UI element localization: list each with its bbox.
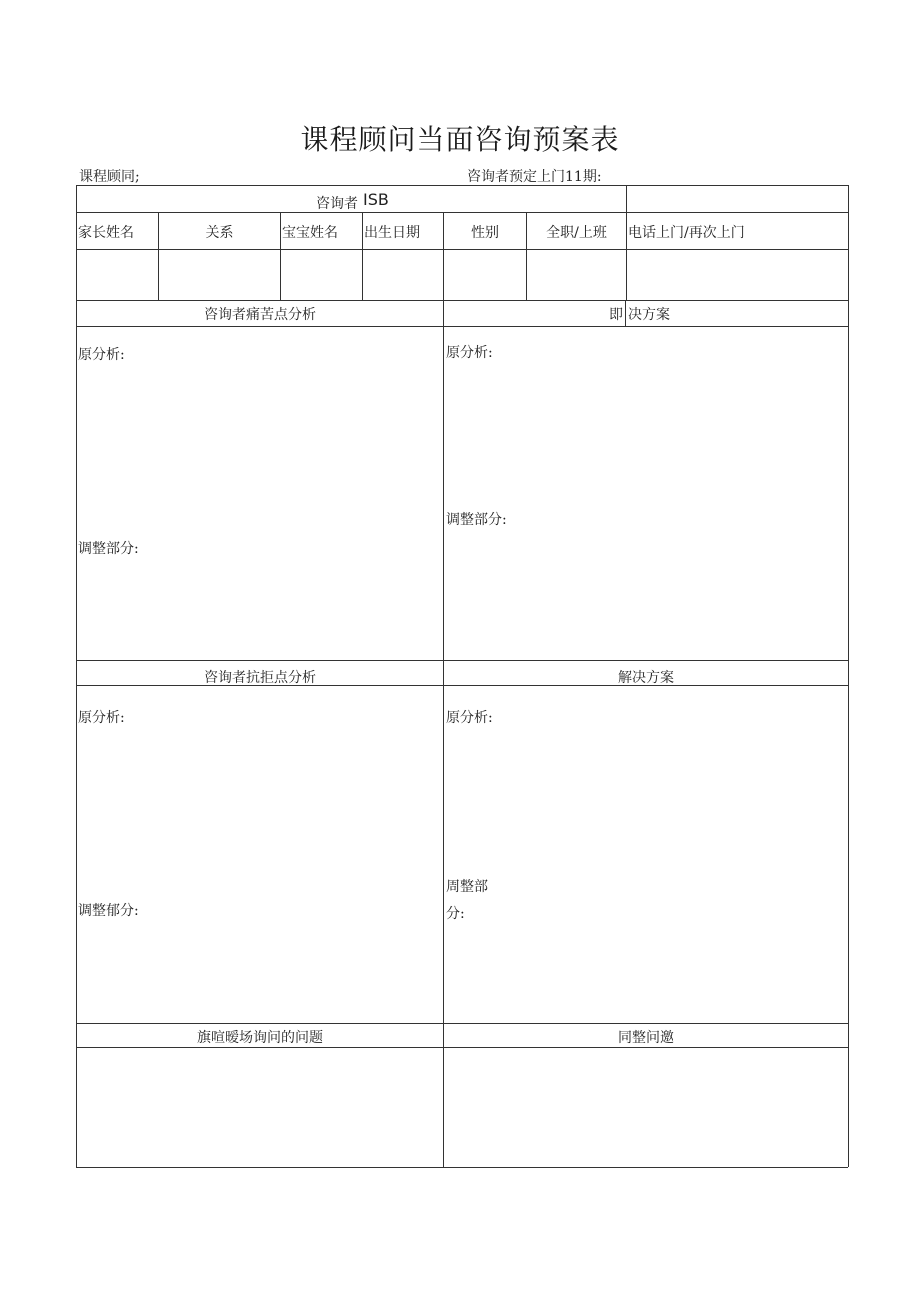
resist-solution-original-label: 原分析: — [446, 710, 493, 726]
pain-solution-original-label: 原分析: — [446, 345, 493, 361]
adjust-questions-header: 同整问邀 — [618, 1030, 674, 1046]
col-relation: 关系 — [205, 225, 234, 241]
col-baby-name: 宝宝姓名 — [282, 225, 338, 241]
resist-solution-adjust-label-line2: 分: — [446, 906, 465, 922]
col-divider — [362, 212, 363, 300]
col-divider — [626, 249, 627, 300]
resist-analysis-header: 咨询者抗拒点分析 — [204, 670, 316, 686]
resist-solution-adjust-label-line1: 周整部 — [446, 879, 488, 895]
pain-solution-header-a: 即 — [609, 307, 623, 323]
row-divider — [76, 249, 848, 250]
pain-solution-adjust-label: 调整部分: — [446, 512, 507, 528]
visit-date-label: 咨询者预定上门11期: — [467, 169, 602, 185]
pain-original-analysis-label: 原分析: — [78, 347, 125, 363]
col-gender: 性别 — [471, 225, 499, 241]
table-top-border — [76, 185, 848, 186]
col-birth-date: 出生日期 — [364, 225, 420, 241]
warmup-questions-header: 旗喧暧场询问的问题 — [197, 1030, 323, 1046]
consultant-label: 课程顾同; — [79, 169, 140, 185]
col-divider — [626, 185, 627, 249]
resist-adjust-label: 调整郁分: — [78, 903, 139, 919]
col-parent-name: 家长姓名 — [78, 225, 134, 241]
pain-adjust-label: 调整部分: — [78, 541, 139, 557]
col-visit-type: 电话上门/再次上门 — [628, 225, 745, 241]
resist-solution-header: 解决方案 — [618, 670, 674, 686]
pain-analysis-header: 咨询者痛苦点分析 — [204, 307, 316, 323]
row-divider — [76, 660, 848, 661]
pain-solution-header-b: 决方案 — [628, 307, 670, 323]
table-bottom-border — [76, 1167, 848, 1168]
table-right-border — [848, 185, 849, 1167]
col-work-status: 全职/上班 — [546, 225, 607, 241]
row-divider — [76, 212, 848, 213]
consultee-label: 咨询者 — [316, 196, 358, 212]
col-divider — [280, 212, 281, 300]
consultee-value: ISB — [363, 190, 389, 209]
row-divider — [76, 326, 848, 327]
page-title: 课程顾问当面咨询预案表 — [300, 123, 620, 156]
row-divider — [76, 1023, 848, 1024]
header-divider — [625, 300, 626, 326]
resist-original-analysis-label: 原分析: — [78, 710, 125, 726]
row-divider — [76, 300, 848, 301]
row-divider — [76, 1047, 848, 1048]
